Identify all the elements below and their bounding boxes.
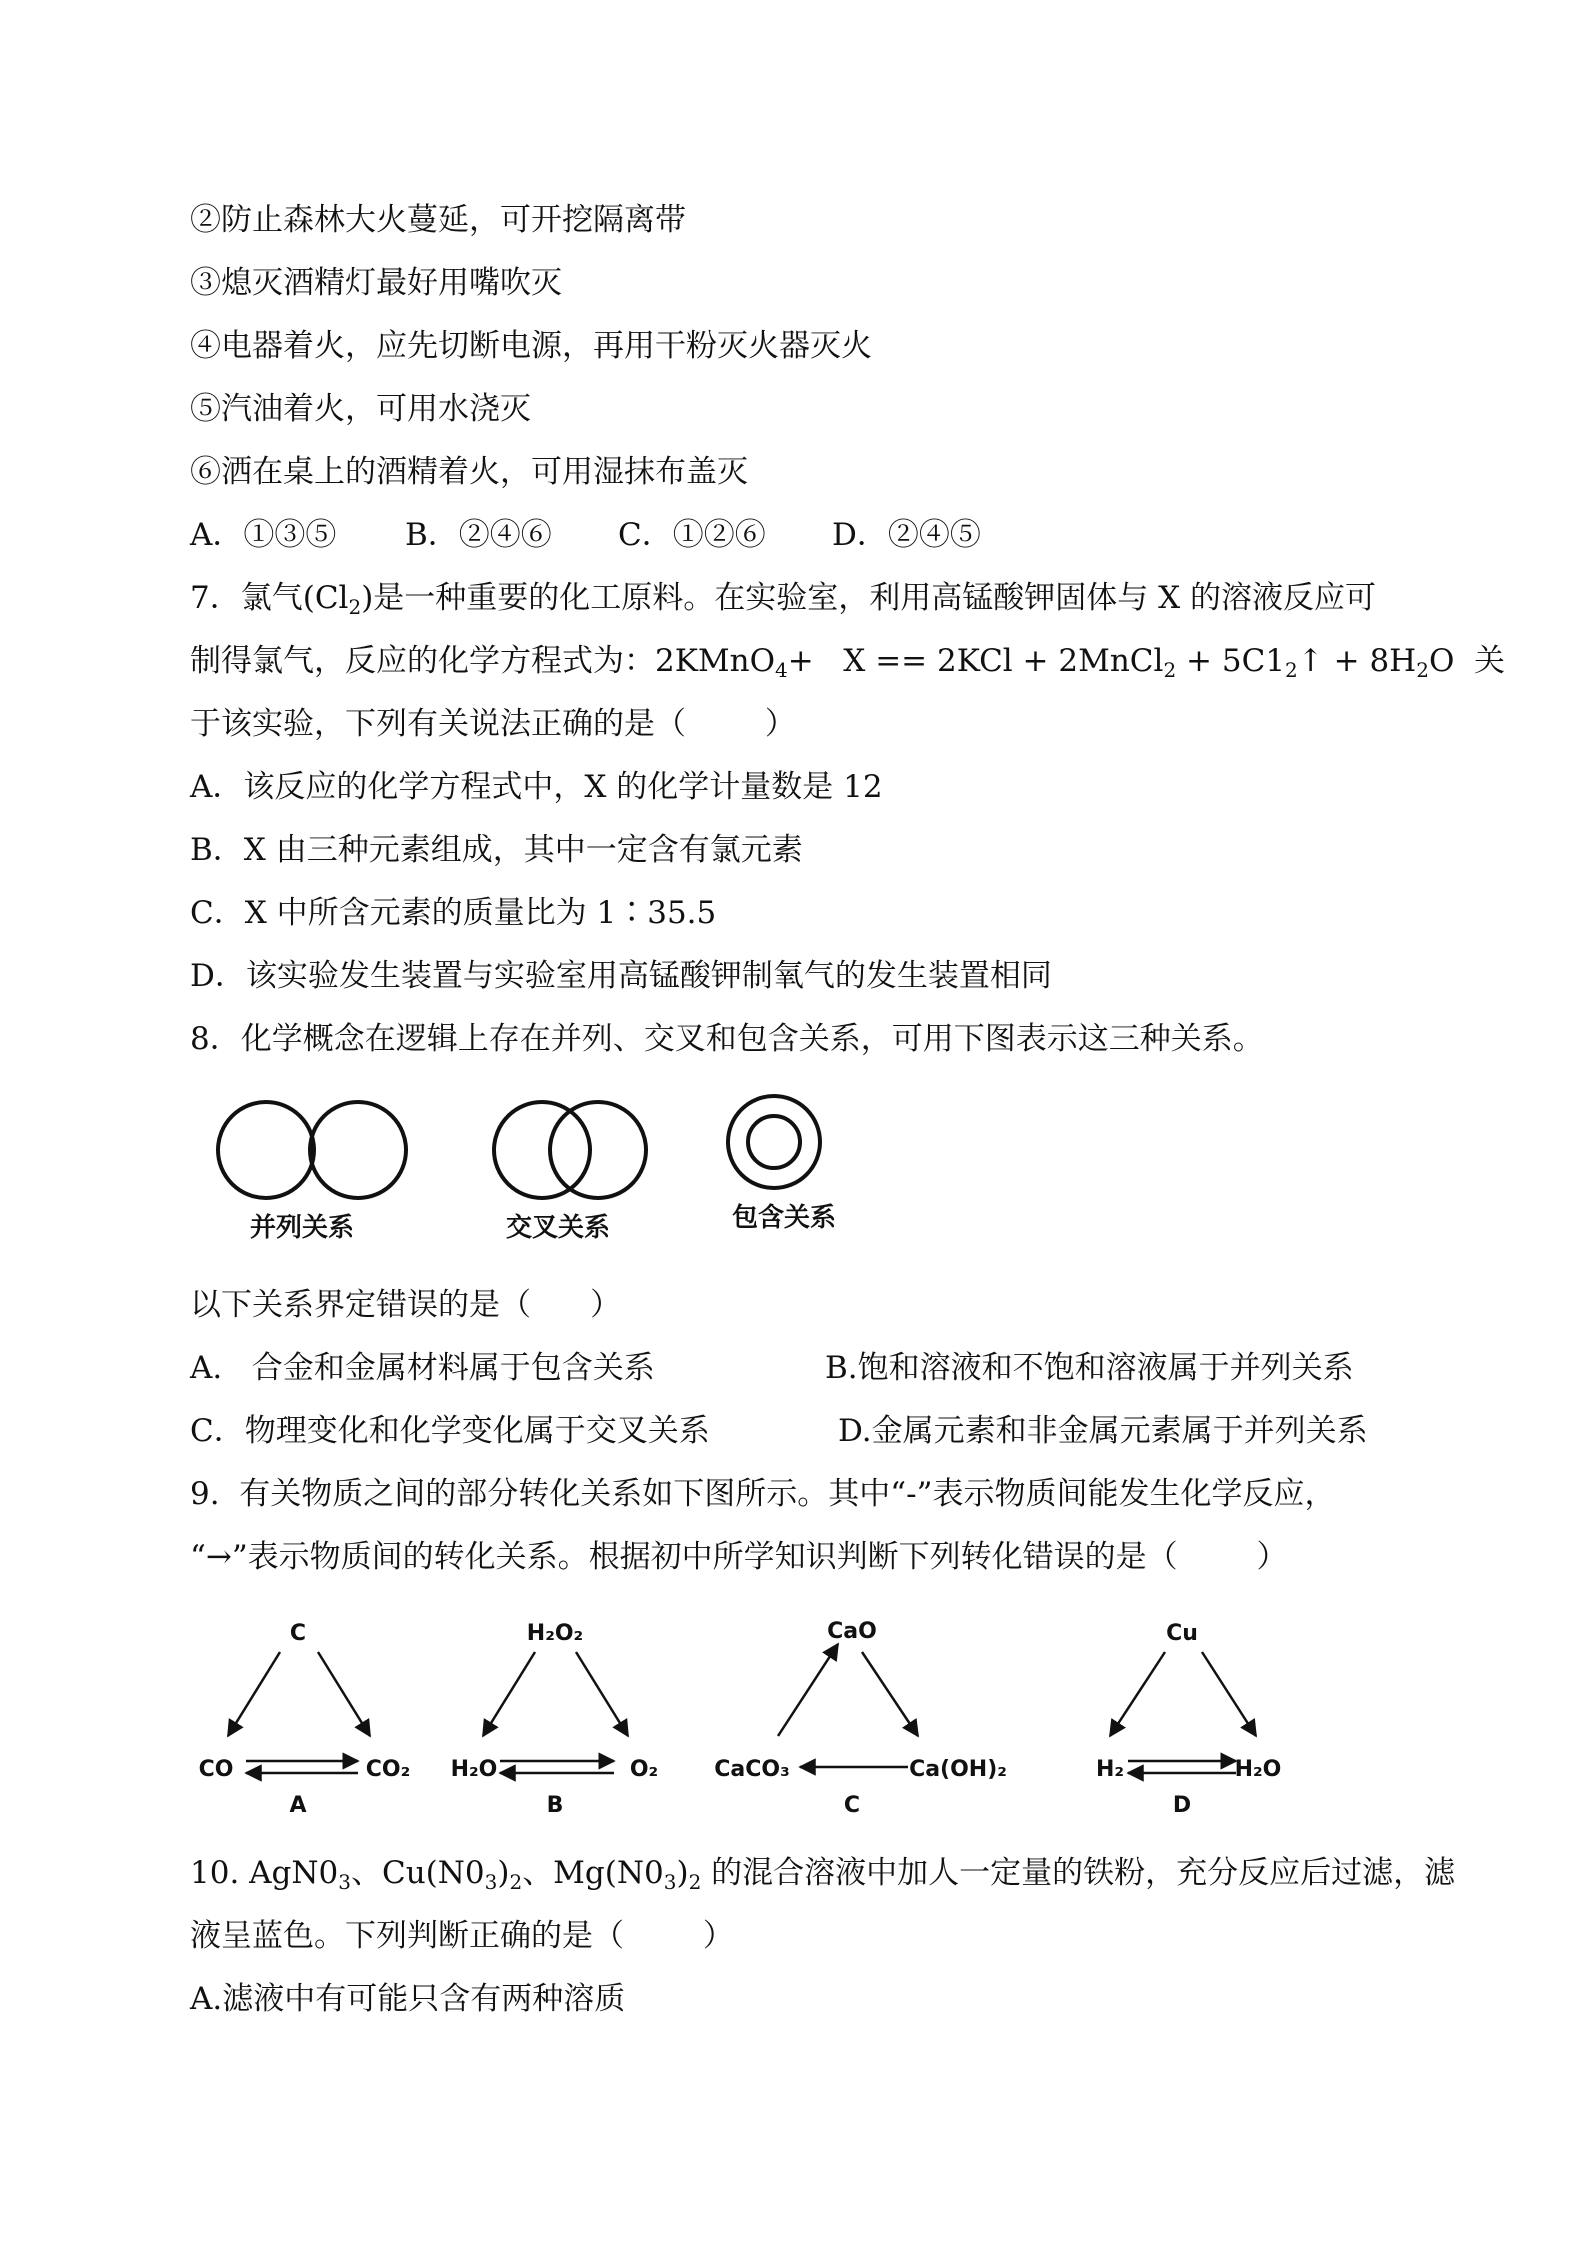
q8-option-b: B.饱和溶液和不饱和溶液属于并列关系 [825, 1350, 1354, 1386]
d-right: H₂O [1234, 1757, 1282, 1782]
label-contain: 包含关系 [732, 1203, 837, 1233]
q6-option-c: C．①②⑥ [618, 517, 766, 553]
c-label: C [843, 1793, 861, 1818]
contain-circle-outer [728, 1096, 820, 1188]
q10-subscript: 2 [688, 1870, 702, 1894]
q10-text: 的混合溶液中加人一定量的铁粉，充分反应后过滤，滤 [701, 1855, 1456, 1891]
q10-subscript: 2 [509, 1870, 523, 1894]
q7-equation-text: O 关 [1428, 643, 1506, 679]
q8-option-a: A. 合金和金属材料属于包含关系 [190, 1350, 655, 1386]
q7-option-b: B．X 由三种元素组成，其中一定含有氯元素 [190, 832, 803, 868]
arrow-d-left [1110, 1652, 1165, 1736]
q7-stem-line-2 [190, 641, 1505, 681]
q6-statement-6: ⑥洒在桌上的酒精着火，可用湿抹布盖灭 [190, 454, 748, 490]
cross-circle-right [550, 1102, 646, 1198]
arrow-c-right [862, 1652, 918, 1736]
q8-option-c: C．物理变化和化学变化属于交叉关系 [190, 1413, 710, 1449]
q10-text: ) [497, 1855, 510, 1891]
contain-circle-inner [748, 1116, 800, 1168]
q7-text: )是一种重要的化工原料。在实验室，利用高锰酸钾固体与 X 的溶液反应可 [361, 580, 1377, 616]
a-label: A [289, 1793, 307, 1818]
q10-subscript: 3 [338, 1870, 351, 1894]
q6-statement-2: ②防止森林大火蔓延，可开挖隔离带 [190, 202, 686, 238]
a-top: C [289, 1621, 307, 1646]
b-right: O₂ [629, 1757, 659, 1782]
q7-subscript: 2 [348, 595, 362, 619]
a-left: CO [198, 1757, 234, 1782]
q10-text: 、Cu(N0 [350, 1855, 485, 1891]
arrow-a-right [318, 1652, 370, 1736]
b-top: H₂O₂ [526, 1621, 584, 1646]
q7-option-a: A．该反应的化学方程式中，X 的化学计量数是 12 [190, 769, 883, 805]
cross-circle-left [494, 1102, 590, 1198]
q7-option-d: D．该实验发生装置与实验室用高锰酸钾制氧气的发生装置相同 [190, 958, 1052, 994]
q6-option-b: B．②④⑥ [405, 517, 552, 553]
q7-subscript: 2 [1163, 658, 1177, 682]
label-parallel: 并列关系 [250, 1213, 355, 1243]
b-left: H₂O [450, 1757, 498, 1782]
q7-equation-text: + X == 2KCl + 2MnCl [787, 643, 1164, 679]
q10-stem-line-1 [190, 1853, 1455, 1893]
q7-equation-text: + 5C1 [1176, 643, 1286, 679]
d-label: D [1172, 1793, 1192, 1818]
q9-stem-line-2: “→”表示物质间的转化关系。根据初中所学知识判断下列转化错误的是（ ） [190, 1539, 1288, 1575]
q7-subscript: 4 [775, 658, 788, 682]
q7-subscript: 2 [1416, 658, 1429, 682]
q7-option-c: C．X 中所含元素的质量比为 1∶35.5 [190, 895, 717, 931]
q6-option-d: D．②④⑤ [832, 517, 981, 553]
q9-conversion-diagrams [190, 1610, 1310, 1830]
arrow-b-left [483, 1652, 535, 1736]
q6-option-a: A．①③⑤ [190, 517, 337, 553]
label-cross: 交叉关系 [506, 1213, 611, 1243]
q10-text: 10. AgN0 [190, 1855, 339, 1891]
q8-relation-diagram [190, 1090, 910, 1260]
parallel-circle-left [218, 1102, 314, 1198]
q8-question: 以下关系界定错误的是（ ） [190, 1287, 622, 1323]
q10-subscript: 3 [663, 1870, 677, 1894]
q7-equation-text: 制得氯气，反应的化学方程式为：2KMnO [190, 643, 776, 679]
arrow-c-up [778, 1644, 838, 1736]
q10-subscript: 3 [484, 1870, 498, 1894]
q8-stem: 8．化学概念在逻辑上存在并列、交叉和包含关系，可用下图表示这三种关系。 [190, 1021, 1264, 1057]
c-left: CaCO₃ [714, 1757, 790, 1782]
arrow-d-right [1202, 1652, 1256, 1736]
d-top: Cu [1166, 1621, 1198, 1646]
d-left: H₂ [1095, 1757, 1125, 1782]
c-top: CaO [827, 1619, 877, 1644]
q6-statement-5: ⑤汽油着火，可用水浇灭 [190, 391, 531, 427]
q10-text: ) [676, 1855, 689, 1891]
q6-statement-4: ④电器着火，应先切断电源，再用干粉灭火器灭火 [190, 328, 872, 364]
q7-stem-line-3: 于该实验，下列有关说法正确的是（ ） [190, 706, 796, 742]
b-label: B [546, 1793, 564, 1818]
q7-equation-text: ↑ + 8H [1297, 643, 1417, 679]
q10-option-a: A.滤液中有可能只含有两种溶质 [190, 1981, 626, 2017]
q6-statement-3: ③熄灭酒精灯最好用嘴吹灭 [190, 265, 562, 301]
arrow-a-left [228, 1652, 280, 1736]
q9-stem-line-1: 9. 有关物质之间的部分转化关系如下图所示。其中“-”表示物质间能发生化学反应， [190, 1476, 1336, 1512]
parallel-circle-right [310, 1102, 406, 1198]
q7-text: 7．氯气(Cl [190, 580, 349, 616]
q10-text: 、Mg(N0 [522, 1855, 664, 1891]
q7-subscript: 2 [1285, 658, 1298, 682]
a-right: CO₂ [365, 1757, 411, 1782]
q7-stem-line-1 [190, 578, 1376, 618]
q10-stem-line-2: 液呈蓝色。下列判断正确的是（ ） [190, 1918, 734, 1954]
arrow-b-right [576, 1652, 628, 1736]
q8-option-d: D.金属元素和非金属元素属于并列关系 [838, 1413, 1368, 1449]
c-right: Ca(OH)₂ [909, 1757, 1007, 1782]
